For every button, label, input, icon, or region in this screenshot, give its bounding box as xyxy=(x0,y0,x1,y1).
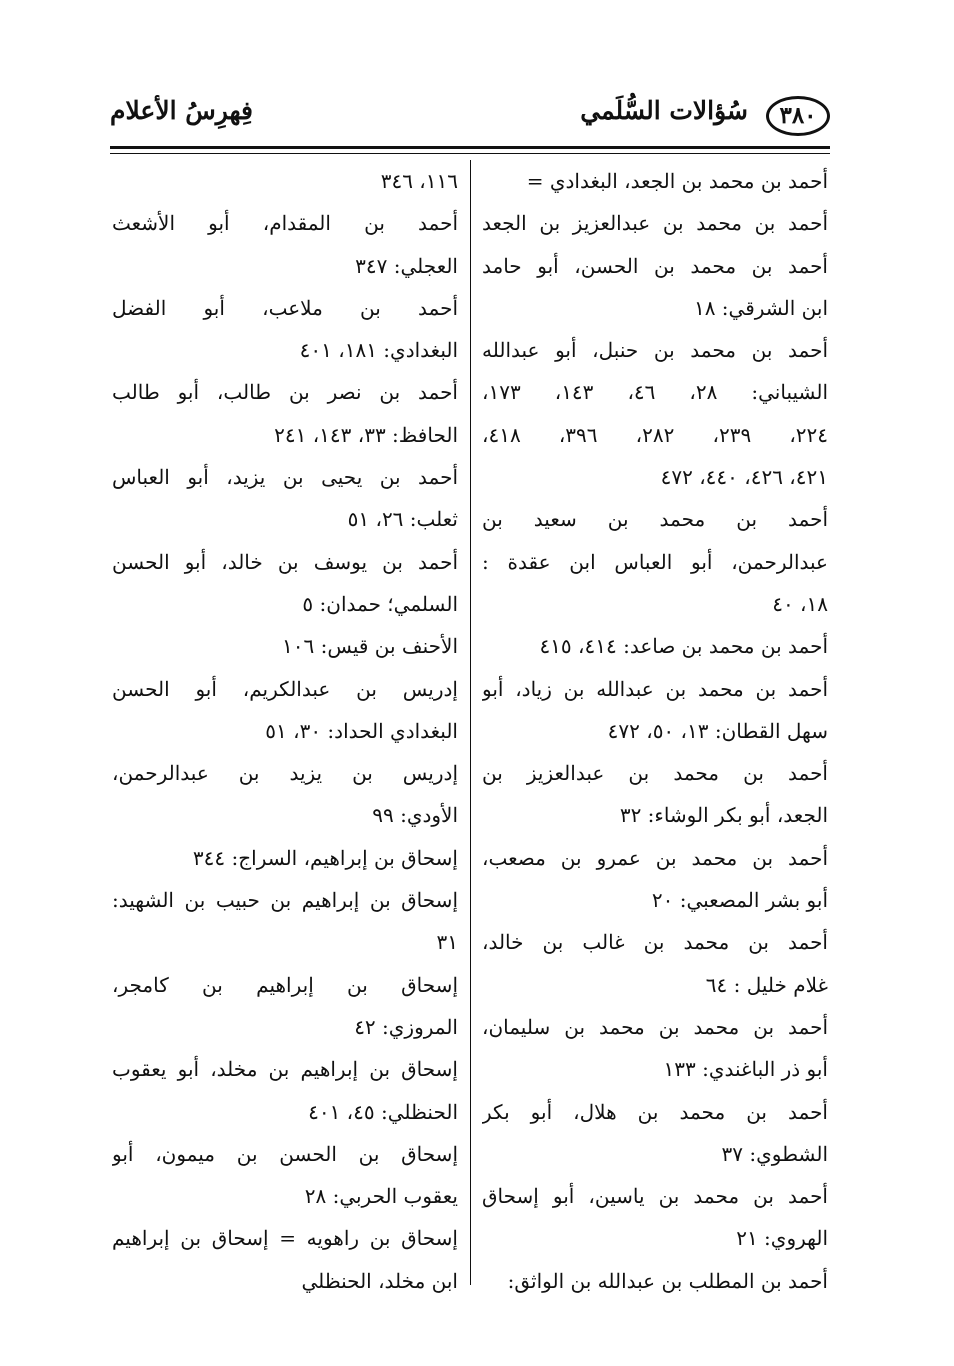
index-line: أحمد بن محمد بن محمد بن سليمان، xyxy=(482,1014,828,1039)
index-line: الأودي: ٩٩ xyxy=(372,803,458,828)
index-line: أبو بشر المصعبي: ٢٠ xyxy=(651,888,828,913)
index-line: ٤٢١، ٤٢٦، ٤٤٠، ٤٧٢ xyxy=(660,465,828,490)
index-line: الأحنف بن قيس: ١٠٦ xyxy=(282,634,458,659)
index-line: إدريس بن يزيد بن عبدالرحمن، xyxy=(112,761,458,786)
page-header xyxy=(110,92,830,144)
index-line: أحمد بن يوسف بن خالد، أبو الحسن xyxy=(112,549,458,574)
index-line: أحمد بن محمد بن عمرو بن مصعب، xyxy=(482,845,828,870)
index-line: ٣١ xyxy=(436,930,458,955)
index-line: أبو ذر الباغندي: ١٣٣ xyxy=(663,1057,828,1082)
index-line: أحمد بن يحيى بن يزيد، أبو العباس xyxy=(112,465,458,490)
index-line: ابن مخلد، الحنظلي xyxy=(301,1268,458,1293)
index-line: إسحاق بن راهويه = إسحاق بن إبراهيم xyxy=(112,1226,458,1251)
index-line: ١١٦، ٣٤٦ xyxy=(380,169,458,193)
index-line: البغدادي: ١٨١، ٤٠١ xyxy=(299,338,458,363)
index-line: إدريس بن عبدالكريم، أبو الحسن xyxy=(112,676,458,701)
index-line: أحمد بن ملاعب، أبو الفضل xyxy=(112,295,458,320)
index-line: الهروي: ٢١ xyxy=(736,1226,828,1251)
index-line: أحمد بن محمد بن سعيد بن xyxy=(482,507,828,532)
index-line: إسحاق بن إبراهيم بن مخلد، أبو يعقوب xyxy=(112,1057,458,1082)
index-line: إسحاق بن إبراهيم، السراج: ٣٤٤ xyxy=(192,845,458,870)
index-line: ٢٢٤، ٢٣٩، ٢٨٢، ٣٩٦، ٤١٨، xyxy=(482,422,828,447)
index-line: أحمد بن محمد بن عبدالعزيز بن الجعد xyxy=(482,211,828,236)
page-number: ٣٨٠ xyxy=(766,96,830,136)
index-line: إسحاق بن إبراهيم بن كامجر، xyxy=(112,972,458,997)
book-title: سُؤالات السُّلَمي xyxy=(580,96,748,125)
index-line: أحمد بن محمد بن غالب بن خالد، xyxy=(482,930,828,955)
index-column-left xyxy=(112,160,458,1302)
index-line: الجعد، أبو بكر الوشاء: ٣٢ xyxy=(619,803,828,828)
index-line: الشيباني: ٢٨، ٤٦، ١٤٣، ١٧٣، xyxy=(482,380,828,405)
index-line: أحمد بن المقدام، أبو الأشعث xyxy=(112,211,458,236)
index-line: أحمد بن محمد بن الحسن، أبو حامد xyxy=(482,253,828,278)
index-line: السلمي؛ حمدان: ٥ xyxy=(302,591,458,616)
index-line: أحمد بن محمد بن هلال، أبو بكر xyxy=(482,1099,828,1124)
index-line: العجلي: ٣٤٧ xyxy=(355,253,458,278)
header-rule-thin xyxy=(110,153,830,154)
index-line: أحمد بن محمد بن الجعد، البغدادي = xyxy=(526,169,828,193)
index-line: ابن الشرقي: ١٨ xyxy=(693,295,828,320)
index-line: غلام خليل : ٦٤ xyxy=(705,972,828,997)
index-line: أحمد بن محمد بن عبدالله بن زياد، أبو xyxy=(482,676,828,701)
index-line: أحمد بن محمد بن عبدالعزيز بن xyxy=(482,761,828,786)
index-line: أحمد بن نصر بن طالب، أبو طالب xyxy=(112,380,458,405)
index-line: إسحاق بن الحسن بن ميمون، أبو xyxy=(112,1141,458,1166)
index-line: ١٨، ٤٠ xyxy=(772,591,828,616)
index-line: أحمد بن محمد بن ياسين، أبو إسحاق xyxy=(482,1184,828,1209)
section-title: فِهرِسُ الأعلام xyxy=(110,96,254,125)
index-column-right xyxy=(482,160,828,1302)
index-line: الشطوي: ٣٧ xyxy=(721,1141,828,1166)
index-line: البغدادي الحداد: ٣٠، ٥١ xyxy=(265,718,458,743)
header-rule-thick xyxy=(110,146,830,149)
index-line: يعقوب الحربي: ٢٨ xyxy=(304,1184,458,1209)
index-line: إسحاق بن إبراهيم بن حبيب بن الشهيد: xyxy=(112,888,458,913)
index-line: المروزي: ٤٢ xyxy=(354,1014,458,1039)
index-line: أحمد بن محمد بن حنبل، أبو عبدالله xyxy=(482,338,828,363)
column-divider xyxy=(470,160,471,1285)
index-line: سهل القطان: ١٣، ٥٠، ٤٧٢ xyxy=(607,718,828,743)
index-line: أحمد بن المطلب بن عبدالله بن الواثق: xyxy=(507,1268,828,1293)
index-line: الحافظ: ٣٣، ١٤٣، ٢٤١ xyxy=(274,422,458,447)
index-line: عبدالرحمن، أبو العباس ابن عقدة : xyxy=(482,549,828,574)
index-line: ثعلب: ٢٦، ٥١ xyxy=(347,507,458,532)
index-line: أحمد بن محمد بن صاعد: ٤١٤، ٤١٥ xyxy=(539,634,828,659)
index-line: الحنظلي: ٤٥، ٤٠١ xyxy=(308,1099,458,1124)
